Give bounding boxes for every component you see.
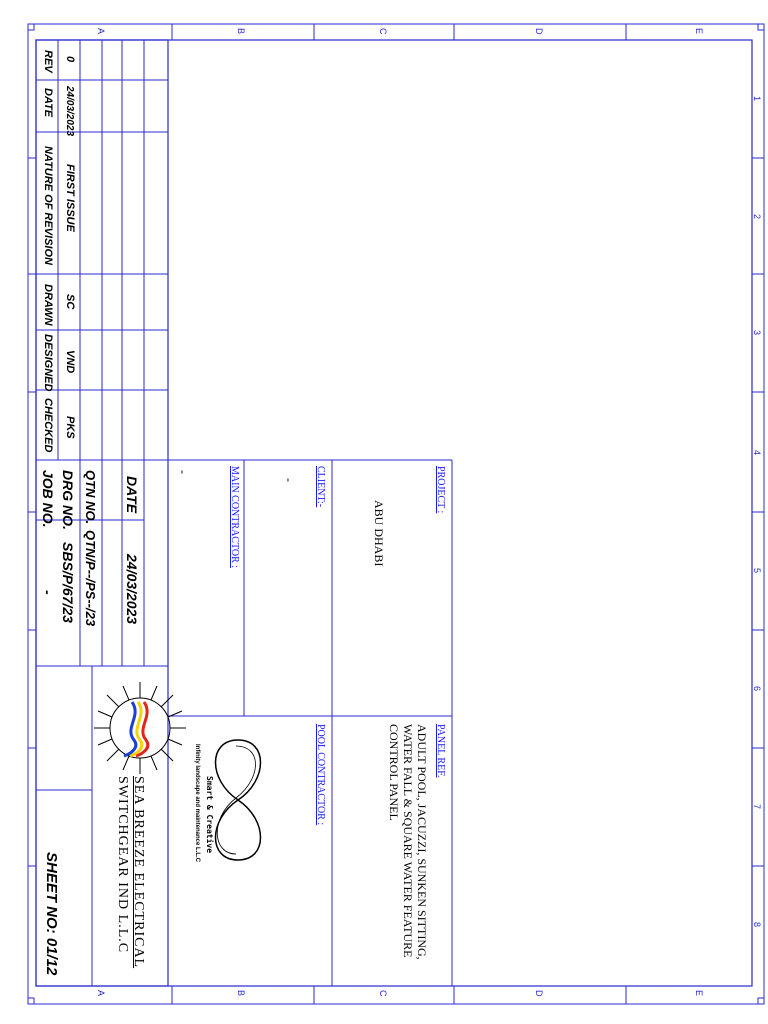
- qtn-no-label: QTN NO.: [83, 470, 98, 525]
- zone-col-label: 5: [752, 568, 762, 574]
- nature-cell: FIRST ISSUE: [64, 164, 76, 232]
- company-name-line1: SEA BREEZE ELECTRICAL: [131, 776, 146, 969]
- job-no-value: -: [40, 590, 56, 595]
- zone-row-label: E: [694, 28, 704, 35]
- zone-row-label: D: [534, 990, 544, 997]
- drg-no-value: SBS/P/67/23: [60, 542, 76, 623]
- main-contractor-label: MAIN CONTRACTOR :: [229, 466, 240, 569]
- drawn-cell: SC: [64, 294, 76, 310]
- zone-col-label: 3: [752, 330, 762, 336]
- project-value: ABU DHABI: [372, 500, 386, 567]
- zone-col-label: 7: [752, 804, 762, 810]
- zone-row-label: C: [378, 990, 388, 997]
- nature-header: NATURE OF REVISION: [42, 146, 54, 265]
- pool-contractor-label: POOL CONTRACTOR :: [315, 724, 326, 826]
- zone-col-label: 6: [752, 686, 762, 692]
- panel-ref-label: PANEL REF.: [435, 724, 446, 778]
- client-label: CLIENT:-: [315, 466, 326, 508]
- zone-row-label: A: [96, 28, 106, 35]
- sheet-number: SHEET NO: 01/12: [43, 852, 60, 976]
- panel-ref-line3: CONTROL PANEL: [387, 724, 401, 821]
- checked-cell: PKS: [64, 416, 76, 439]
- client-value: -: [282, 478, 296, 482]
- zone-row-label: B: [236, 28, 246, 35]
- zone-col-label: 2: [752, 214, 762, 220]
- drg-no-label: DRG NO.: [60, 470, 76, 530]
- zone-row-label: A: [96, 990, 106, 997]
- zone-col-label: 1: [752, 96, 762, 102]
- main-contractor-value: -: [176, 470, 190, 474]
- sea-breeze-logo: [94, 682, 186, 774]
- date-cell: 24/03/2023: [64, 86, 75, 137]
- zone-row-label: B: [236, 990, 246, 997]
- zone-col-label: 8: [752, 922, 762, 928]
- panel-ref-line2: WATER FALL & SQUARE WATER FEATURE: [401, 724, 415, 958]
- date-label: DATE: [124, 476, 140, 514]
- zone-row-label: D: [534, 28, 544, 35]
- date-header: DATE: [42, 88, 54, 118]
- infinity-logo: [216, 740, 261, 860]
- zone-row-label: C: [378, 28, 388, 35]
- checked-header: CHECKED: [42, 398, 54, 453]
- pool-contractor-tagline: Smart & Creative: [205, 776, 214, 854]
- date-value: 24/03/2023: [124, 554, 140, 625]
- designed-header: DESIGNED: [42, 334, 54, 392]
- panel-ref-line1: ADULT POOL, JACUZZI, SUNKEN SITTING,: [415, 724, 429, 960]
- designed-cell: VND: [64, 350, 76, 374]
- rev-cell: 0: [64, 56, 76, 63]
- drawn-header: DRAWN: [42, 284, 54, 326]
- rev-header: REV: [42, 50, 54, 73]
- project-label: PROJECT :: [435, 466, 446, 514]
- zone-row-label: E: [694, 990, 704, 997]
- company-name-line2: SWITCHGEAR IND L.L.C: [115, 776, 130, 954]
- job-no-label: JOB NO.: [40, 470, 56, 528]
- qtn-no-value: QTN/P--/PS--/23: [83, 530, 98, 627]
- pool-contractor-company: Infinity landscape and maintenance L.L.C: [194, 744, 200, 863]
- zone-col-label: 4: [752, 450, 762, 456]
